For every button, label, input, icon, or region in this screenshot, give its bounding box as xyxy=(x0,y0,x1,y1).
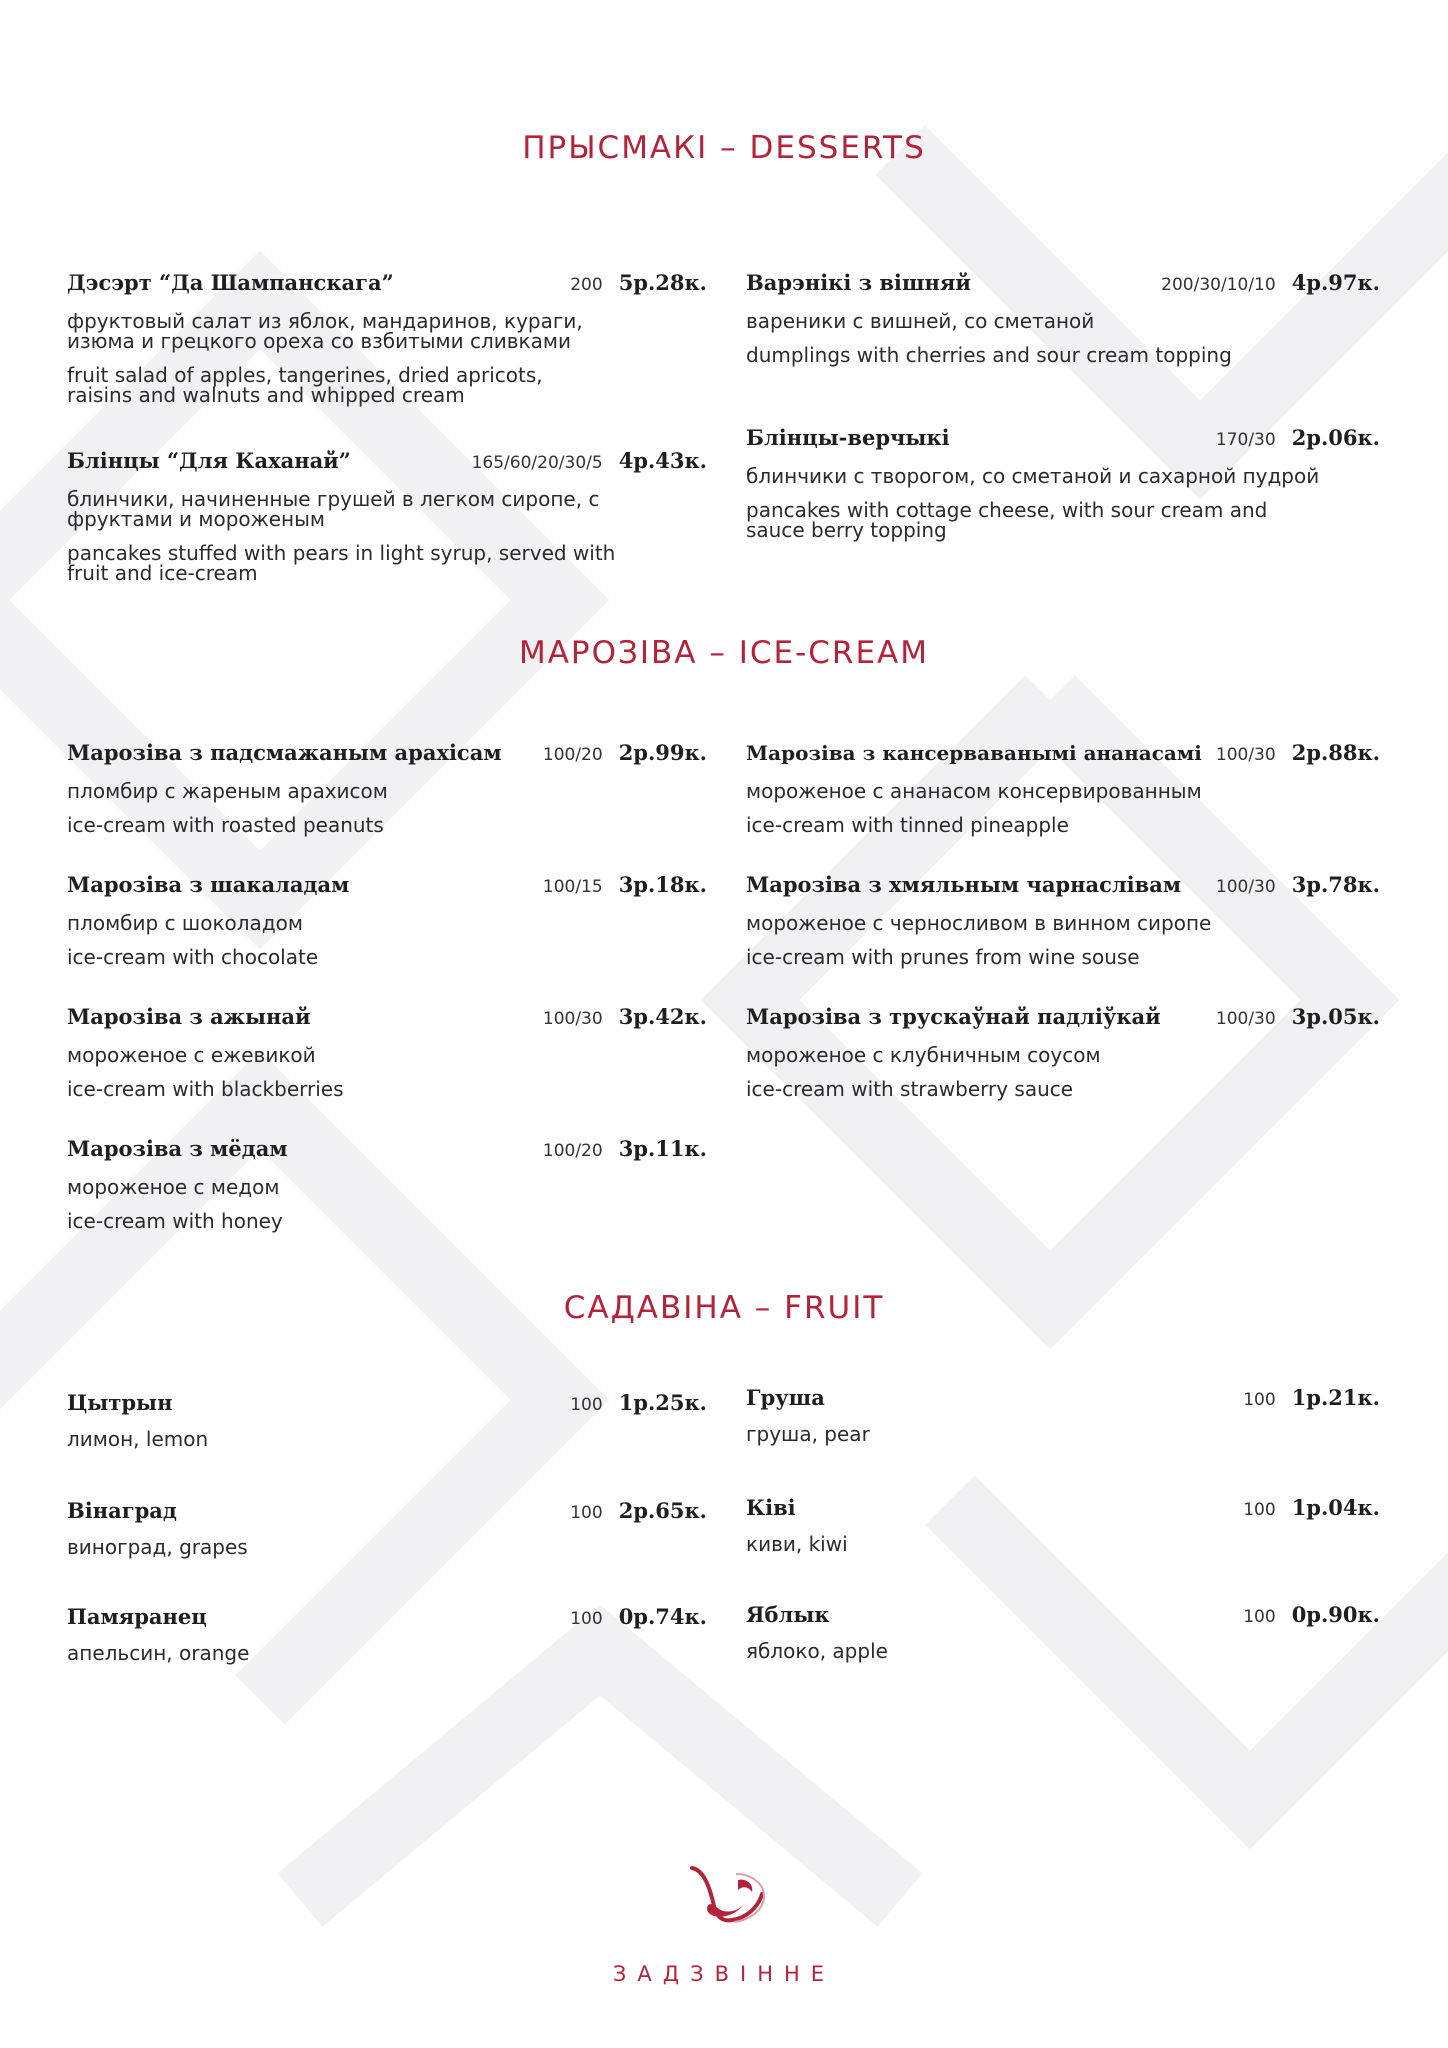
item-description-ru: вареники с вишней, со сметаной xyxy=(746,309,1095,333)
item-weight: 200/30/10/10 xyxy=(1161,275,1276,295)
item-price: 4р.97к. xyxy=(1291,270,1380,295)
section-title-desserts: ПРЫСМАКІ – DESSERTS xyxy=(522,130,926,166)
item-description: киви, kiwi xyxy=(746,1532,848,1556)
item-description-ru: мороженое с ананасом консервированным xyxy=(746,779,1202,803)
item-name: Марозіва з кансерваванымі ананасамі xyxy=(746,741,1202,765)
menu-item xyxy=(746,1004,1380,1099)
item-weight: 100/30 xyxy=(1215,877,1276,897)
item-weight: 170/30 xyxy=(1215,430,1276,450)
item-price: 1р.21к. xyxy=(1291,1385,1380,1410)
item-weight: 100/30 xyxy=(1215,1009,1276,1029)
item-description-en: ice-cream with chocolate xyxy=(67,945,319,969)
item-name: Вінаград xyxy=(67,1498,177,1523)
item-price: 4р.43к. xyxy=(618,448,707,473)
menu-item xyxy=(67,740,707,835)
item-description-ru: мороженое с клубничным соусом xyxy=(746,1043,1101,1067)
menu-item xyxy=(746,872,1380,967)
icecream-left-column xyxy=(67,740,707,1250)
section-title-fruit: САДАВІНА – FRUIT xyxy=(563,1290,885,1326)
item-description-ru: мороженое с медом xyxy=(67,1175,280,1199)
menu-item xyxy=(746,1495,1380,1554)
menu-item xyxy=(746,270,1380,365)
item-weight: 100 xyxy=(1243,1500,1276,1520)
item-description-ru: блинчики, начиненные грушей в легком сиропе, с фруктами и мороженым xyxy=(67,487,600,531)
item-name: Варэнікі з вішняй xyxy=(746,270,971,295)
item-description: яблоко, apple xyxy=(746,1639,888,1663)
item-description-en: pancakes stuffed with pears in light syrup, served with fruit and ice-cream xyxy=(67,541,616,585)
item-weight: 100/30 xyxy=(542,1009,603,1029)
item-description-en: ice-cream with roasted peanuts xyxy=(67,813,384,837)
item-price: 3р.18к. xyxy=(618,872,707,897)
item-price: 2р.06к. xyxy=(1291,425,1380,450)
item-description: апельсин, orange xyxy=(67,1641,250,1665)
menu-item xyxy=(67,872,707,967)
icecream-right-column xyxy=(746,740,1380,1120)
item-name: Марозіва з трускаўнай падліўкай xyxy=(746,1004,1161,1029)
item-description-en: ice-cream with prunes from wine souse xyxy=(746,945,1140,969)
item-weight: 100 xyxy=(1243,1607,1276,1627)
item-weight: 100/20 xyxy=(542,745,603,765)
item-weight: 165/60/20/30/5 xyxy=(471,453,603,473)
item-name: Памяранец xyxy=(67,1604,207,1629)
item-name: Ківі xyxy=(746,1495,796,1520)
item-description-en: dumplings with cherries and sour cream topping xyxy=(746,343,1232,367)
item-price: 3р.05к. xyxy=(1291,1004,1380,1029)
item-description-en: fruit salad of apples, tangerines, dried apricots, raisins and walnuts and whipped cream xyxy=(67,363,543,407)
item-price: 2р.65к. xyxy=(618,1498,707,1523)
item-price: 0р.74к. xyxy=(618,1604,707,1629)
item-name: Дэсэрт “Да Шампанскага” xyxy=(67,270,394,295)
item-price: 1р.25к. xyxy=(618,1390,707,1415)
item-description: груша, pear xyxy=(746,1422,870,1446)
swan-logo-icon xyxy=(674,1860,774,1930)
item-description-en: ice-cream with honey xyxy=(67,1209,283,1233)
item-weight: 200 xyxy=(570,275,603,295)
item-price: 0р.90к. xyxy=(1291,1602,1380,1627)
menu-item xyxy=(67,448,707,583)
menu-item xyxy=(746,1602,1380,1661)
desserts-right-column xyxy=(746,270,1380,570)
item-name: Блінцы-верчыкі xyxy=(746,425,950,450)
item-price: 2р.99к. xyxy=(618,740,707,765)
menu-item xyxy=(67,1390,707,1449)
item-weight: 100/15 xyxy=(542,877,603,897)
item-name: Груша xyxy=(746,1385,825,1410)
menu-item xyxy=(67,1004,707,1099)
item-description-en: ice-cream with blackberries xyxy=(67,1077,344,1101)
item-price: 2р.88к. xyxy=(1291,740,1380,765)
item-description-ru: мороженое с черносливом в винном сиропе xyxy=(746,911,1212,935)
item-description-ru: фруктовый салат из яблок, мандаринов, кураги, изюма и грецкого ореха со взбитыми сливками xyxy=(67,309,583,353)
item-name: Блінцы “Для Каханай” xyxy=(67,448,351,473)
item-name: Цытрын xyxy=(67,1390,173,1415)
item-description-en: ice-cream with strawberry sauce xyxy=(746,1077,1074,1101)
item-name: Марозіва з шакаладам xyxy=(67,872,350,897)
item-price: 3р.78к. xyxy=(1291,872,1380,897)
menu-item xyxy=(746,1385,1380,1444)
desserts-left-column xyxy=(67,270,707,600)
item-description-ru: пломбир с шоколадом xyxy=(67,911,303,935)
item-name: Марозіва з мёдам xyxy=(67,1136,288,1161)
fruit-left-column xyxy=(67,1390,707,1690)
menu-item xyxy=(67,1498,707,1557)
fruit-right-column xyxy=(746,1385,1380,1685)
menu-item xyxy=(746,425,1380,540)
item-description: виноград, grapes xyxy=(67,1535,248,1559)
item-price: 3р.42к. xyxy=(618,1004,707,1029)
item-description-ru: мороженое с ежевикой xyxy=(67,1043,316,1067)
item-description-ru: пломбир с жареным арахисом xyxy=(67,779,388,803)
item-price: 1р.04к. xyxy=(1291,1495,1380,1520)
item-description-ru: блинчики с творогом, со сметаной и сахарной пудрой xyxy=(746,464,1320,488)
menu-item xyxy=(746,740,1380,835)
brand-name: ЗАДЗВІННЕ xyxy=(612,1962,836,1986)
item-name: Марозіва з ажынай xyxy=(67,1004,311,1029)
item-description-en: pancakes with cottage cheese, with sour cream and sauce berry topping xyxy=(746,498,1268,542)
item-price: 3р.11к. xyxy=(618,1136,707,1161)
item-weight: 100 xyxy=(570,1503,603,1523)
item-weight: 100/30 xyxy=(1215,745,1276,765)
item-name: Марозіва з хмяльным чарнаслівам xyxy=(746,872,1182,897)
item-name: Марозіва з падсмажаным арахісам xyxy=(67,740,502,765)
item-price: 5р.28к. xyxy=(618,270,707,295)
menu-item xyxy=(67,1136,707,1231)
item-name: Яблык xyxy=(746,1602,830,1627)
item-weight: 100 xyxy=(570,1395,603,1415)
item-description-en: ice-cream with tinned pineapple xyxy=(746,813,1069,837)
item-weight: 100/20 xyxy=(542,1141,603,1161)
menu-item xyxy=(67,270,707,405)
item-weight: 100 xyxy=(570,1609,603,1629)
section-title-icecream: МАРОЗІВА – ICE-CREAM xyxy=(518,635,930,671)
menu-item xyxy=(67,1604,707,1663)
item-weight: 100 xyxy=(1243,1390,1276,1410)
item-description: лимон, lemon xyxy=(67,1427,209,1451)
